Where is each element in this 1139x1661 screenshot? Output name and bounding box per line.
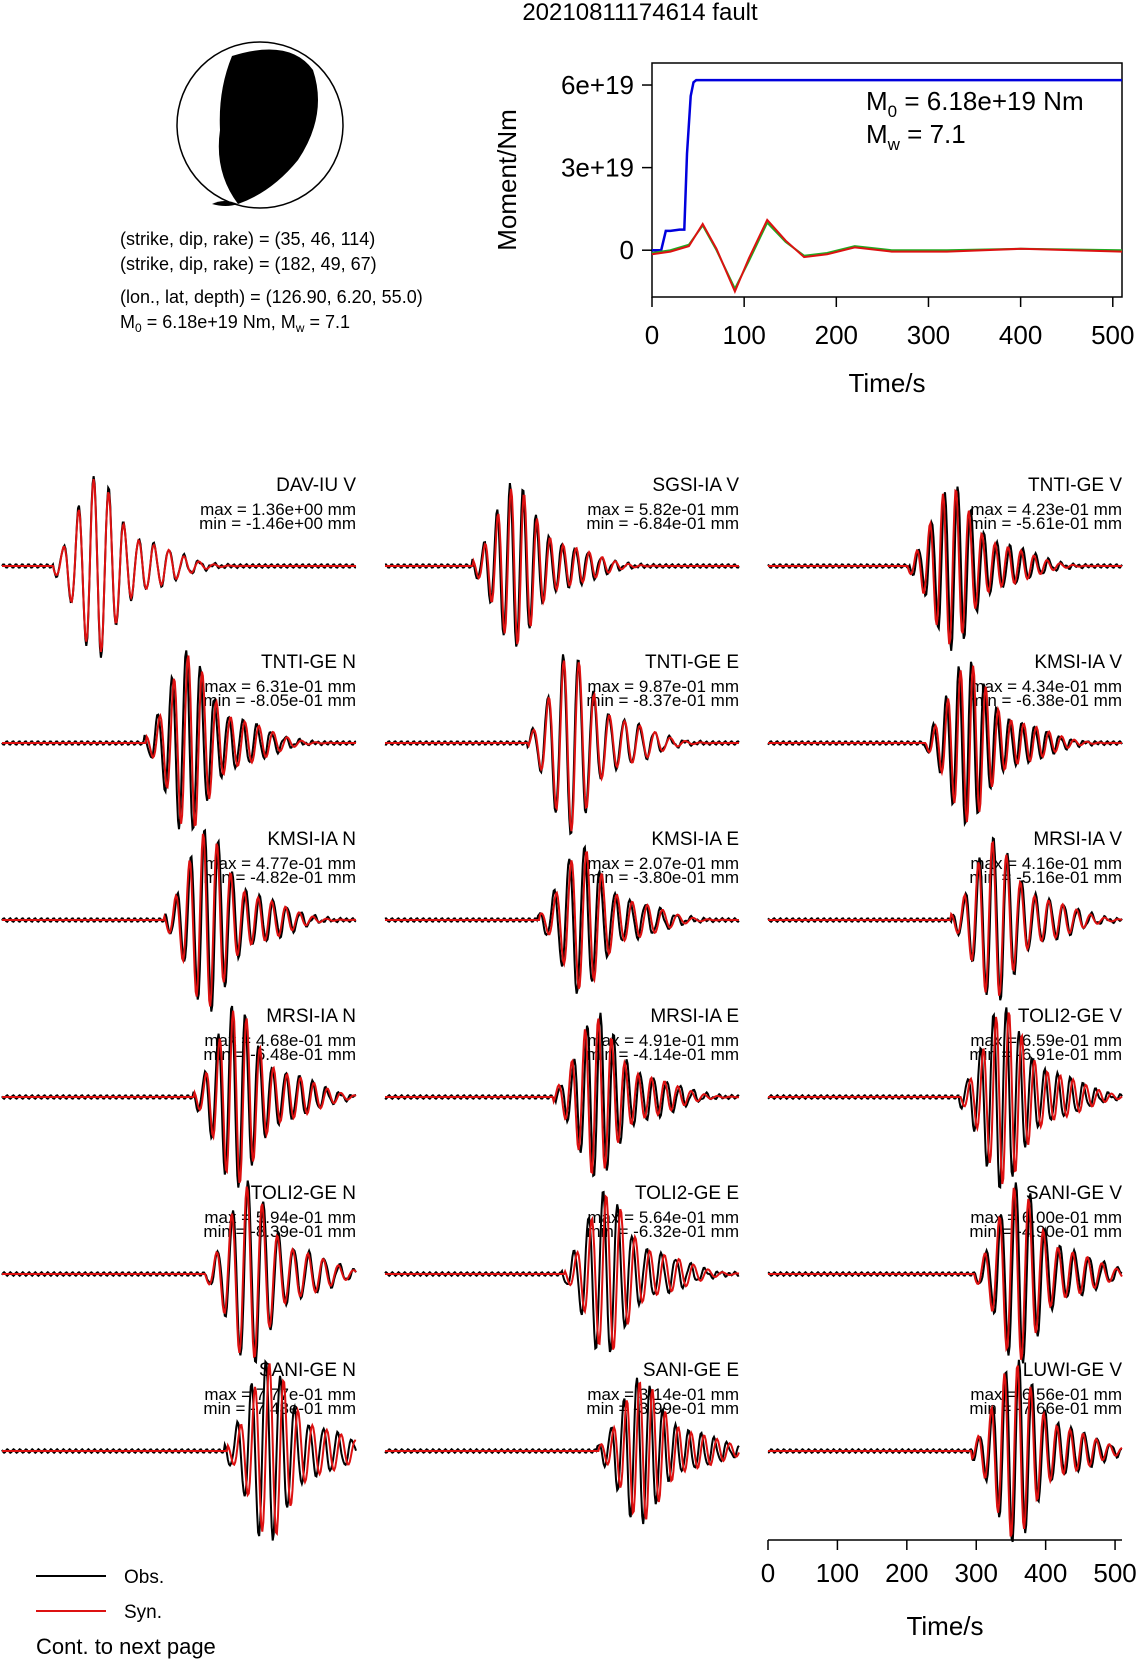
legend-syn-label: Syn.: [124, 1602, 163, 1623]
station-label: TNTI-GE E: [645, 652, 739, 673]
station-label: SGSI-IA V: [652, 475, 739, 496]
waveform-panel: [768, 1183, 1122, 1364]
waveform-xlabel: Time/s: [906, 1611, 984, 1641]
waveform-panel: [2, 1181, 356, 1362]
station-label: SANI-GE N: [258, 1360, 356, 1381]
moment-ylabel: Moment/Nm: [492, 109, 522, 251]
min-amplitude-label: min = -5.61e-01 mm: [969, 514, 1122, 533]
moment-xtick-label: 100: [722, 320, 766, 350]
station-label: KMSI-IA V: [1034, 652, 1122, 673]
station-label: SANI-GE V: [1025, 1183, 1122, 1204]
sdr-label-2: (strike, dip, rake) = (182, 49, 67): [120, 254, 377, 274]
min-amplitude-label: min = -3.99e-01 mm: [586, 1399, 739, 1418]
max-amplitude-label: max = 4.91e-01 mm: [587, 1031, 739, 1050]
max-amplitude-label: max = 4.16e-01 mm: [970, 854, 1122, 873]
waveform-panel: [2, 650, 356, 829]
min-amplitude-label: min = -6.84e-01 mm: [586, 514, 739, 533]
station-label: DAV-IU V: [276, 475, 356, 496]
min-amplitude-label: min = -6.32e-01 mm: [586, 1222, 739, 1241]
station-label: TOLI2-GE E: [634, 1183, 739, 1204]
max-amplitude-label: max = 6.31e-01 mm: [204, 677, 356, 696]
waveform-panel: [2, 829, 356, 1012]
min-amplitude-label: min = -4.82e-01 mm: [203, 868, 356, 887]
moment-rate-chart: [492, 63, 1134, 398]
waveform-panel: [768, 475, 1122, 651]
waveform-panel: [768, 652, 1122, 824]
waveform-panel: [385, 475, 739, 647]
time-axis-tick-label: 500: [1093, 1558, 1137, 1588]
moment-ytick-label: 0: [619, 235, 634, 266]
min-amplitude-label: min = -6.91e-01 mm: [969, 1045, 1122, 1064]
moment-xtick-label: 400: [998, 320, 1043, 350]
svg-text:Mw = 7.1: $M_w = 7.1$: [866, 119, 966, 154]
legend: [36, 1567, 164, 1623]
max-amplitude-label: max = 5.82e-01 mm: [587, 500, 739, 519]
station-label: MRSI-IA N: [266, 1006, 356, 1027]
moment-annotation: [866, 86, 1084, 154]
moment-rate-green-line: [652, 223, 1122, 289]
max-amplitude-label: max = 4.34e-01 mm: [970, 677, 1122, 696]
moment-ytick-label: 6e+19: [560, 70, 634, 101]
max-amplitude-label: max = 1.36e+00 mm: [200, 500, 356, 519]
min-amplitude-label: min = -1.46e+00 mm: [199, 514, 356, 533]
max-amplitude-label: max = 6.56e-01 mm: [970, 1385, 1122, 1404]
legend-obs-label: Obs.: [124, 1567, 165, 1588]
max-amplitude-label: max = 5.94e-01 mm: [204, 1208, 356, 1227]
max-amplitude-label: max = 6.59e-01 mm: [970, 1031, 1122, 1050]
station-label: KMSI-IA N: [267, 829, 356, 850]
waveform-panel: [385, 652, 739, 834]
max-amplitude-label: max = 5.64e-01 mm: [587, 1208, 739, 1227]
figure-title: 20210811174614 fault: [522, 0, 758, 26]
time-axis-tick-label: 100: [815, 1558, 860, 1588]
max-amplitude-label: max = 3.14e-01 mm: [587, 1385, 739, 1404]
moment-rate-red-line: [652, 220, 1122, 292]
max-amplitude-label: max = 6.00e-01 mm: [970, 1208, 1122, 1227]
max-amplitude-label: max = 9.87e-01 mm: [587, 677, 739, 696]
moment-label: $M_0 = 6.18e+19$ Nm, $M_w = 7.1$: [120, 312, 350, 335]
waveform-panel: [385, 1006, 739, 1176]
min-amplitude-label: min = -8.37e-01 mm: [586, 691, 739, 710]
waveform-panel: [385, 1360, 739, 1524]
waveform-grid: [2, 475, 1122, 1542]
station-label: MRSI-IA V: [1033, 829, 1122, 850]
max-amplitude-label: max = 2.07e-01 mm: [587, 854, 739, 873]
moment-xtick-label: 500: [1091, 320, 1135, 350]
station-label: LUWI-GE V: [1022, 1360, 1122, 1381]
waveform-panel: [2, 1006, 356, 1188]
location-label: (lon., lat, depth) = (126.90, 6.20, 55.0): [120, 287, 423, 307]
moment-xtick-label: 0: [644, 320, 660, 350]
station-label: TNTI-GE V: [1028, 475, 1122, 496]
min-amplitude-label: min = -5.16e-01 mm: [969, 868, 1122, 887]
waveform-panel: [2, 1360, 356, 1541]
station-label: TNTI-GE N: [261, 652, 356, 673]
min-amplitude-label: min = -7.48e-01 mm: [203, 1399, 356, 1418]
time-axis-tick-label: 400: [1023, 1558, 1068, 1588]
waveform-panel: [768, 1006, 1122, 1187]
waveform-panel: [768, 829, 1122, 1000]
min-amplitude-label: min = -3.80e-01 mm: [586, 868, 739, 887]
max-amplitude-label: max = 4.77e-01 mm: [204, 854, 356, 873]
time-axis-tick-label: 300: [954, 1558, 998, 1588]
waveform-panel: [385, 1183, 739, 1352]
svg-text:M0 = 6.18e+19 Nm: $M_0 = 6.18e+19$ Nm: [866, 86, 1084, 121]
min-amplitude-label: min = -8.39e-01 mm: [203, 1222, 356, 1241]
station-label: KMSI-IA E: [651, 829, 739, 850]
station-label: TOLI2-GE N: [250, 1183, 356, 1204]
time-axis-tick-label: 0: [760, 1558, 776, 1588]
min-amplitude-label: min = -4.14e-01 mm: [586, 1045, 739, 1064]
moment-ytick-label: 3e+19: [560, 152, 634, 183]
waveform-panel: [2, 475, 356, 658]
waveform-panel: [768, 1360, 1122, 1542]
waveform-panel: [385, 829, 739, 994]
min-amplitude-label: min = -6.38e-01 mm: [969, 691, 1122, 710]
min-amplitude-label: min = -7.66e-01 mm: [969, 1399, 1122, 1418]
min-amplitude-label: min = -8.05e-01 mm: [203, 691, 356, 710]
min-amplitude-label: min = -6.48e-01 mm: [203, 1045, 356, 1064]
beachball-labels: [120, 229, 423, 335]
waveform-time-axis: [761, 1540, 1137, 1641]
max-amplitude-label: max = 7.77e-01 mm: [204, 1385, 356, 1404]
beachball: [177, 42, 343, 208]
station-label: TOLI2-GE V: [1017, 1006, 1122, 1027]
station-label: SANI-GE E: [642, 1360, 739, 1381]
max-amplitude-label: max = 4.68e-01 mm: [204, 1031, 356, 1050]
min-amplitude-label: min = -4.90e-01 mm: [969, 1222, 1122, 1241]
continued-note: Cont. to next page: [36, 1634, 216, 1659]
sdr-label-1: (strike, dip, rake) = (35, 46, 114): [120, 229, 376, 249]
time-axis-tick-label: 200: [885, 1558, 929, 1588]
max-amplitude-label: max = 4.23e-01 mm: [970, 500, 1122, 519]
moment-xlabel: Time/s: [848, 368, 926, 398]
moment-xtick-label: 200: [814, 320, 859, 350]
station-label: MRSI-IA E: [650, 1006, 739, 1027]
moment-xtick-label: 300: [906, 320, 951, 350]
